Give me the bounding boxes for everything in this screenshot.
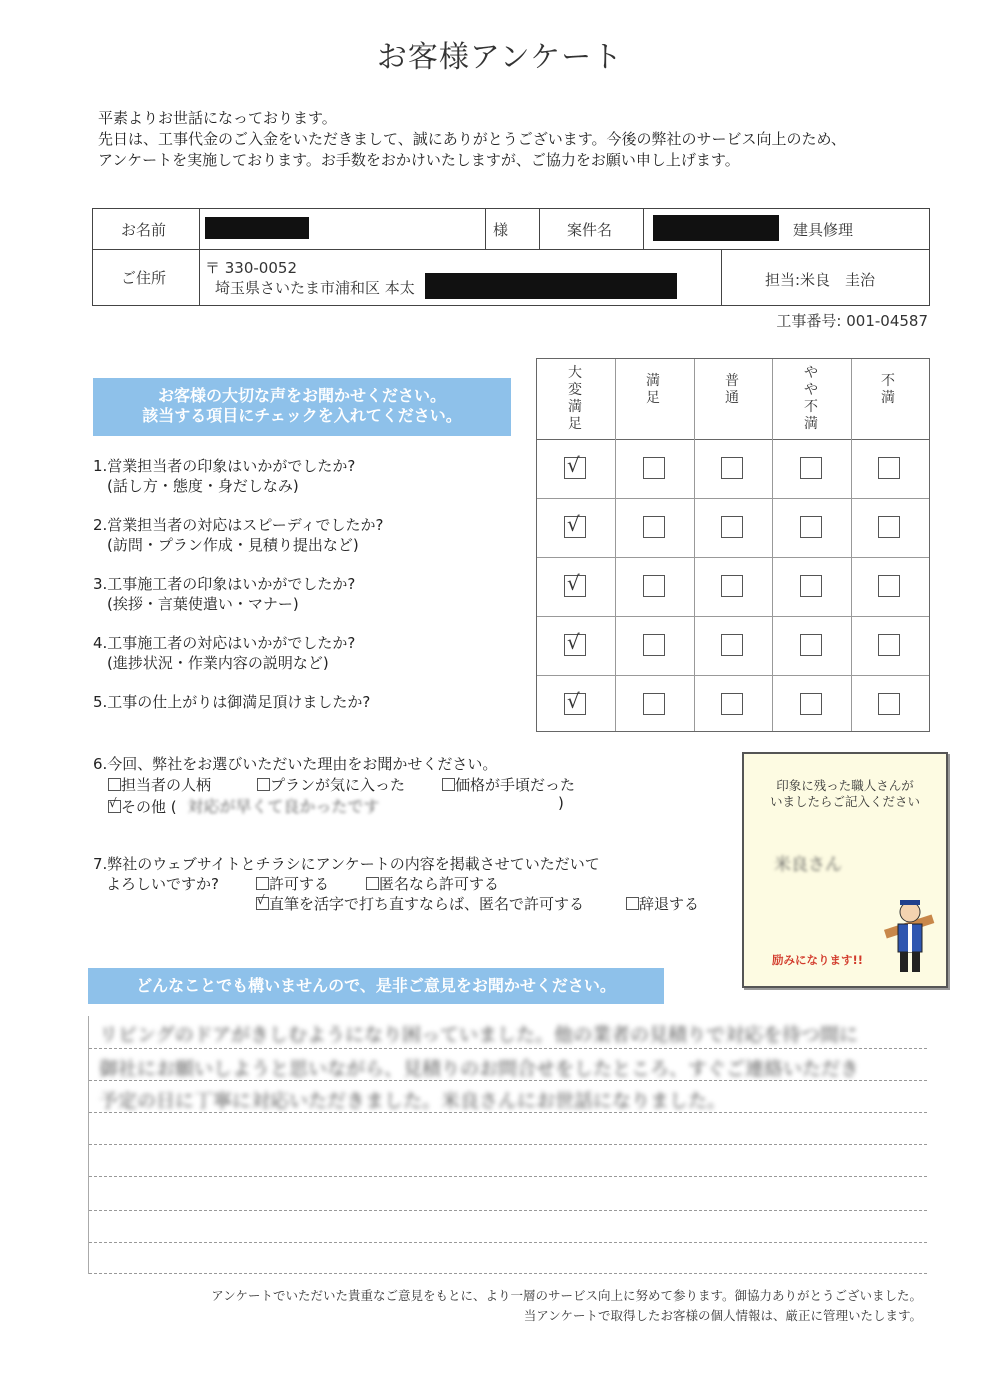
column-label-very-satisfied: 大変満足 bbox=[568, 365, 582, 432]
craftsman-prompt bbox=[744, 778, 946, 810]
intro-line: アンケートを実施しております。お手数をおかけいたしますが、ご協力をお願い申し上げます。 bbox=[98, 151, 740, 169]
q6-option[interactable] bbox=[442, 774, 575, 795]
rating-checkbox[interactable] bbox=[800, 575, 822, 597]
address-text: 埼玉県さいたま市浦和区 本太 bbox=[215, 279, 415, 297]
craftsman-prompt-line: いましたらご記入ください bbox=[769, 794, 920, 809]
q7-checkbox[interactable] bbox=[366, 877, 379, 890]
rating-checkbox[interactable] bbox=[564, 512, 586, 538]
question-text: 4.工事施工者の対応はいかがでしたか? bbox=[93, 634, 356, 652]
q6-checkbox[interactable] bbox=[442, 778, 455, 791]
redacted-address bbox=[425, 273, 677, 299]
q6-checkbox[interactable] bbox=[257, 778, 270, 791]
check-mark-icon: √ bbox=[109, 796, 117, 810]
project-label: 案件名 bbox=[567, 221, 613, 239]
q6-option[interactable] bbox=[108, 774, 211, 795]
craftsman-handwritten: 米良さん bbox=[774, 855, 842, 875]
question-5 bbox=[93, 692, 370, 712]
column-label-satisfied: 満足 bbox=[646, 373, 660, 406]
rating-checkbox[interactable] bbox=[564, 689, 586, 715]
q7-option[interactable] bbox=[626, 893, 699, 914]
question-subtext: (挨拶・言葉使遣い・マナー) bbox=[107, 595, 299, 613]
rating-checkbox[interactable] bbox=[721, 634, 743, 656]
q6-option[interactable] bbox=[257, 774, 405, 795]
q6-checkbox[interactable] bbox=[108, 778, 121, 791]
question-subtext: (訪問・プラン作成・見積り提出など) bbox=[107, 536, 359, 554]
q7-option-label: 辞退する bbox=[639, 895, 700, 913]
check-mark-icon: √ bbox=[257, 893, 265, 907]
q6-other-label: その他 ( bbox=[121, 798, 177, 816]
banner-line: お客様の大切な声をお聞かせください。 bbox=[157, 386, 446, 405]
question-text: 2.営業担当者の対応はスピーディでしたか? bbox=[93, 516, 384, 534]
check-mark-icon: √ bbox=[567, 512, 580, 536]
staff-name: 担当:米良 圭治 bbox=[765, 271, 876, 289]
rating-checkbox[interactable] bbox=[721, 575, 743, 597]
question-1 bbox=[93, 456, 355, 496]
job-number: 工事番号: 001-04587 bbox=[776, 312, 928, 330]
rating-checkbox[interactable] bbox=[878, 457, 900, 479]
rating-checkbox[interactable] bbox=[564, 630, 586, 656]
name-label: お名前 bbox=[121, 221, 167, 239]
q7-checkbox[interactable] bbox=[256, 893, 269, 910]
q6-other-answer: 対応が早くて良かったです bbox=[187, 797, 380, 816]
q6-option-label: 価格が手頃だった bbox=[455, 776, 576, 794]
check-mark-icon: √ bbox=[567, 571, 580, 595]
address-label: ご住所 bbox=[121, 269, 167, 287]
rating-checkbox[interactable] bbox=[564, 571, 586, 597]
rating-checkbox[interactable] bbox=[878, 516, 900, 538]
question-text: 1.営業担当者の印象はいかがでしたか? bbox=[93, 457, 356, 475]
intro-line: 平素よりお世話になっております。 bbox=[98, 109, 337, 127]
comment-line: 御社にお願いしようと思いながら、見積りのお問合せをしたところ、すぐご連絡いただき bbox=[99, 1058, 860, 1080]
banner-line: 該当する項目にチェックを入れてください。 bbox=[142, 406, 462, 425]
question-text: 3.工事施工者の印象はいかがでしたか? bbox=[93, 575, 356, 593]
project-value: 建具修理 bbox=[793, 221, 854, 239]
rating-checkbox[interactable] bbox=[878, 693, 900, 715]
column-label-somewhat-dissatisfied: やや不満 bbox=[804, 365, 818, 432]
check-mark-icon: √ bbox=[567, 689, 580, 713]
question-2 bbox=[93, 515, 383, 555]
rating-checkbox[interactable] bbox=[564, 453, 586, 479]
craftsman-note: 励みになります!! bbox=[772, 953, 863, 967]
craftsman-prompt-line: 印象に残った職人さんが bbox=[776, 778, 914, 793]
page-title: お客様アンケート bbox=[376, 40, 624, 75]
question-3 bbox=[93, 574, 355, 614]
comment-line: リビングのドアがきしむようになり困っていました。他の業者の見積りで対応を待つ間に bbox=[99, 1024, 859, 1046]
redacted-project bbox=[653, 215, 779, 241]
rating-checkbox[interactable] bbox=[878, 575, 900, 597]
question-4 bbox=[93, 633, 355, 673]
q6-other-checkbox[interactable] bbox=[108, 796, 121, 813]
footer-line: 当アンケートで取得したお客様の個人情報は、厳正に管理いたします。 bbox=[523, 1308, 922, 1323]
column-label-dissatisfied: 不満 bbox=[881, 373, 895, 406]
intro-text bbox=[98, 108, 846, 171]
question-7: 7.弊社のウェブサイトとチラシにアンケートの内容を掲載させていただいて bbox=[93, 855, 600, 873]
comment-line: 予定の日に丁寧に対応いただきました。米良さんにお世話になりました。 bbox=[99, 1090, 727, 1112]
rating-checkbox[interactable] bbox=[643, 575, 665, 597]
rating-checkbox[interactable] bbox=[800, 516, 822, 538]
comments-banner: どんなことでも構いませんので、是非ご意見をお聞かせください。 bbox=[88, 968, 664, 1004]
rating-checkbox[interactable] bbox=[643, 516, 665, 538]
question-subtext: (話し方・態度・身だしなみ) bbox=[107, 477, 299, 495]
craftsman-box bbox=[742, 752, 948, 988]
rating-checkbox[interactable] bbox=[800, 634, 822, 656]
q7-option-label: 許可する bbox=[269, 875, 330, 893]
postal-code: 〒 330-0052 bbox=[205, 259, 297, 277]
q7-checkbox[interactable] bbox=[626, 897, 639, 910]
rating-checkbox[interactable] bbox=[878, 634, 900, 656]
intro-line: 先日は、工事代金のご入金をいただきまして、誠にありがとうございます。今後の弊社のサービス向上のため、 bbox=[98, 130, 846, 148]
question-subtext: (進捗状況・作業内容の説明など) bbox=[107, 654, 329, 672]
column-label-neutral: 普通 bbox=[725, 373, 739, 406]
question-6: 6.今回、弊社をお選びいただいた理由をお聞かせください。 bbox=[93, 755, 498, 773]
rating-checkbox[interactable] bbox=[643, 693, 665, 715]
q6-other-option[interactable] bbox=[108, 794, 379, 817]
rating-checkbox[interactable] bbox=[800, 457, 822, 479]
rating-checkbox[interactable] bbox=[643, 457, 665, 479]
q7-option-label: 直筆を活字で打ち直すならば、匿名で許可する bbox=[269, 895, 585, 913]
check-mark-icon: √ bbox=[567, 453, 580, 477]
question-7-line2: よろしいですか? bbox=[106, 875, 219, 893]
footer-line: アンケートでいただいた貴重なご意見をもとに、より一層のサービス向上に努めて参ります。御協力ありがとうございました。 bbox=[211, 1288, 922, 1303]
instructions-banner bbox=[93, 378, 511, 436]
q7-option[interactable] bbox=[366, 873, 499, 894]
rating-checkbox[interactable] bbox=[643, 634, 665, 656]
rating-checkbox[interactable] bbox=[721, 457, 743, 479]
question-text: 5.工事の仕上がりは御満足頂けましたか? bbox=[93, 693, 371, 711]
q6-close-paren: ) bbox=[558, 794, 564, 812]
q7-checkbox[interactable] bbox=[256, 877, 269, 890]
q6-option-label: プランが気に入った bbox=[270, 776, 406, 794]
q7-option[interactable] bbox=[256, 893, 584, 914]
customer-info-table bbox=[92, 208, 930, 306]
check-mark-icon: √ bbox=[567, 630, 580, 654]
comments-area bbox=[88, 1016, 927, 1274]
q7-option[interactable] bbox=[256, 873, 329, 894]
rating-checkbox[interactable] bbox=[721, 693, 743, 715]
honorific: 様 bbox=[493, 221, 509, 239]
rating-checkbox[interactable] bbox=[800, 693, 822, 715]
q6-option-label: 担当者の人柄 bbox=[121, 776, 212, 794]
rating-checkbox[interactable] bbox=[721, 516, 743, 538]
q7-option-label: 匿名なら許可する bbox=[379, 875, 500, 893]
redacted-name bbox=[205, 217, 309, 239]
rating-grid bbox=[536, 358, 930, 732]
craftsman-illustration-icon bbox=[882, 894, 938, 980]
